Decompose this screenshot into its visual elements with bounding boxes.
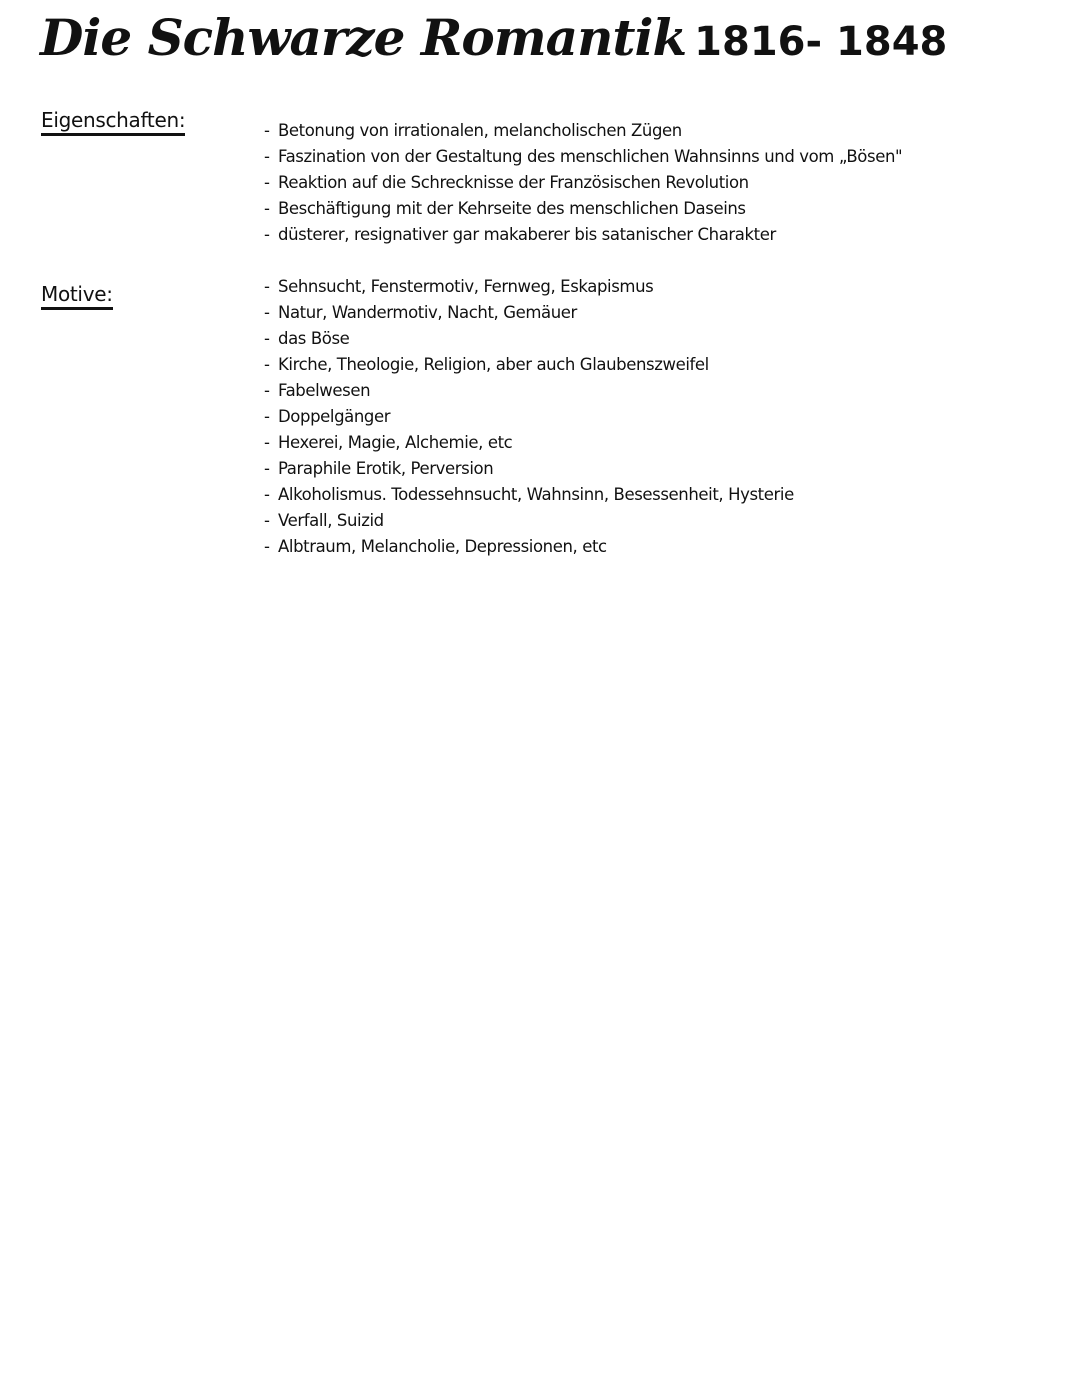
list-item-text: düsterer, resignativer gar makaberer bis satanischer Charakter <box>278 225 776 244</box>
bullet-dash: - <box>264 407 270 426</box>
list-item-text: Sehnsucht, Fenstermotiv, Fernweg, Eskapismus <box>278 277 654 296</box>
list-item-text: Verfall, Suizid <box>278 511 384 530</box>
list-item <box>264 300 794 326</box>
list-item <box>264 508 794 534</box>
list-item-text: Albtraum, Melancholie, Depressionen, etc <box>278 537 607 556</box>
bullet-dash: - <box>264 485 270 504</box>
list-item <box>264 534 794 560</box>
bullet-dash: - <box>264 121 270 140</box>
bullet-dash: - <box>264 459 270 478</box>
list-item <box>264 352 794 378</box>
bullet-dash: - <box>264 329 270 348</box>
list-item-text: Beschäftigung mit der Kehrseite des menschlichen Daseins <box>278 199 746 218</box>
list-item-text: das Böse <box>278 329 350 348</box>
eigenschaften-list <box>264 118 902 248</box>
list-item <box>264 326 794 352</box>
bullet-dash: - <box>264 147 270 166</box>
bullet-dash: - <box>264 303 270 322</box>
bullet-dash: - <box>264 277 270 296</box>
bullet-dash: - <box>264 173 270 192</box>
list-item <box>264 404 794 430</box>
list-item <box>264 274 794 300</box>
list-item-text: Hexerei, Magie, Alchemie, etc <box>278 433 513 452</box>
list-item-text: Doppelgänger <box>278 407 391 426</box>
list-item <box>264 118 902 144</box>
section-label-eigenschaften: Eigenschaften: <box>41 108 185 136</box>
list-item <box>264 196 902 222</box>
list-item <box>264 482 794 508</box>
motive-list <box>264 274 794 560</box>
list-item-text: Betonung von irrationalen, melancholischen Zügen <box>278 121 682 140</box>
list-item-text: Faszination von der Gestaltung des menschlichen Wahnsinns und vom „Bösen" <box>278 147 903 166</box>
bullet-dash: - <box>264 225 270 244</box>
list-item <box>264 222 902 248</box>
bullet-dash: - <box>264 433 270 452</box>
list-item-text: Alkoholismus. Todessehnsucht, Wahnsinn, Besessenheit, Hysterie <box>278 485 794 504</box>
list-item <box>264 378 794 404</box>
bullet-dash: - <box>264 381 270 400</box>
list-item <box>264 456 794 482</box>
title-main: Die Schwarze Romantik <box>40 8 687 67</box>
bullet-dash: - <box>264 355 270 374</box>
list-item-text: Kirche, Theologie, Religion, aber auch Glaubenszweifel <box>278 355 709 374</box>
list-item-text: Paraphile Erotik, Perversion <box>278 459 494 478</box>
list-item <box>264 144 902 170</box>
bullet-dash: - <box>264 537 270 556</box>
list-item <box>264 170 902 196</box>
page-title <box>40 8 947 67</box>
section-label-motive: Motive: <box>41 282 113 310</box>
list-item-text: Reaktion auf die Schrecknisse der Französischen Revolution <box>278 173 749 192</box>
list-item-text: Fabelwesen <box>278 381 371 400</box>
list-item <box>264 430 794 456</box>
title-years: 1816- 1848 <box>694 19 948 65</box>
list-item-text: Natur, Wandermotiv, Nacht, Gemäuer <box>278 303 577 322</box>
bullet-dash: - <box>264 511 270 530</box>
bullet-dash: - <box>264 199 270 218</box>
